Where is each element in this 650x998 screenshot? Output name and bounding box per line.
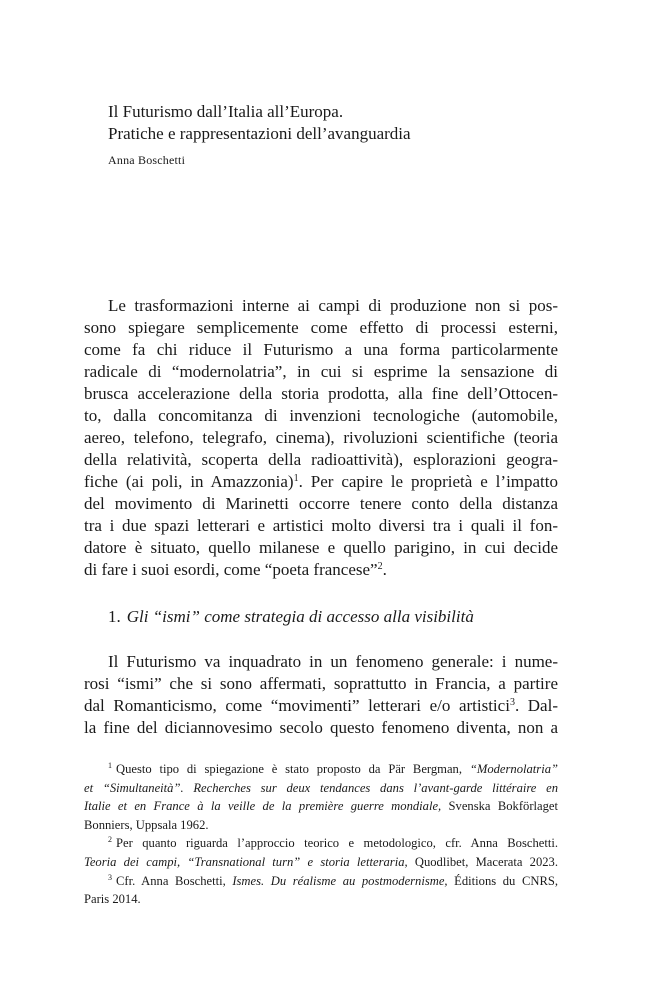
text-line-with-note [84,695,558,717]
text-segment: di fare i suoi esordi, come “poeta francese” [84,560,378,579]
paragraph-2 [84,651,558,739]
footnote-ref-2[interactable]: 2 [377,561,383,572]
text-segment: dal Romanticismo, come “movimenti” letterari e/o artistici [84,696,510,715]
text-line: sono spiegare semplicemente come effetto di processi esterni, [84,318,558,337]
end-punctuation: . [382,560,387,579]
article-title [108,101,588,145]
paragraph-1 [84,295,558,581]
footnote-italic: et “Simultaneità”. Recherches sur deux tendances dans l’avant-garde littéraire en [84,780,558,795]
footnote-1-line: Bonniers, Uppsala 1962. [84,817,209,832]
author-name: Anna Boschetti [108,153,186,167]
footnote-text: Cfr. Anna Boschetti, [116,873,233,888]
title-line-1: Il Futurismo dall’Italia all’Europa. [108,102,344,121]
footnote-text: Svenska Bokförlaget [441,799,558,814]
footnote-italic: Teoria dei campi, “Transnational turn” e storia letteraria, [84,854,408,869]
footnote-text: Quodlibet, Macerata 2023. [407,854,559,869]
text-segment: . Per capire le proprietà e l’impatto [298,472,559,491]
text-line: rosi “ismi” che si sono affermati, soprattutto in Francia, a partire [84,674,558,693]
text-segment: . Dal- [514,696,558,715]
footnote-2-line [84,853,558,872]
text-line-with-note [84,471,558,493]
section-heading [108,606,474,628]
text-line: aereo, telefono, telegrafo, cinema), rivoluzioni scientifiche (teoria [84,428,558,447]
footnotes [84,760,558,909]
section-title: Gli “ismi” come strategia di accesso alla visibilità [126,607,474,626]
footnote-italic: “Modernolatria” [469,762,558,776]
text-line: del movimento di Marinetti occorre tenere conto della distanza [84,494,558,513]
footnote-text: Per quanto riguarda l’approccio teorico e metodologico, cfr. Anna Boschetti. [116,836,558,851]
footnote-mark-3: 3 [108,872,112,882]
text-line: tra i due spazi letterari e artistici molto diversi tra i quali il fon- [84,516,558,535]
footnote-italic: Italie et en France à la veille de la première guerre mondiale, [84,799,442,814]
text-line: la fine del diciannovesimo secolo questo fenomeno diventa, non a [84,718,558,737]
footnote-mark-2: 2 [108,835,112,845]
footnote-mark-1: 1 [108,761,112,770]
footnote-italic: Ismes. Du réalisme au postmodernisme, [232,873,448,888]
text-line: come fa chi riduce il Futurismo a una forma particolarmente [84,340,558,359]
footnote-text: Éditions du CNRS, [447,873,558,888]
footnote-ref-1[interactable]: 1 [293,473,299,484]
text-line: to, dalla concomitanza di invenzioni tecnologiche (automobile, [84,406,558,425]
text-line-with-note [84,559,558,581]
section-number: 1. [108,607,121,626]
footnote-3-line [84,872,558,891]
footnote-ref-3[interactable]: 3 [509,697,515,708]
footnote-1-line [84,797,558,816]
text-line: brusca accelerazione della storia prodotta, alla fine dell’Ottocen- [84,384,558,403]
footnote-1-line [84,779,558,798]
text-line: Le trasformazioni interne ai campi di produzione non si pos- [108,296,558,315]
text-line: della relatività, scoperta della radioattività), esplorazioni geogra- [84,450,558,469]
text-line: datore è situato, quello milanese e quello parigino, in cui decide [84,538,558,557]
footnote-3-line: Paris 2014. [84,892,141,907]
footnote-1-line [84,760,558,779]
text-line: radicale di “modernolatria”, in cui si esprime la sensazione di [84,362,558,381]
footnote-2-line [84,834,558,853]
title-line-2: Pratiche e rappresentazioni dell’avanguardia [108,124,411,143]
text-line: Il Futurismo va inquadrato in un fenomeno generale: i nume- [108,652,558,671]
footnote-text: Questo tipo di spiegazione è stato proposto da Pär Bergman, [116,762,470,776]
text-segment: fiche (ai poli, in Amazzonia) [84,472,294,491]
